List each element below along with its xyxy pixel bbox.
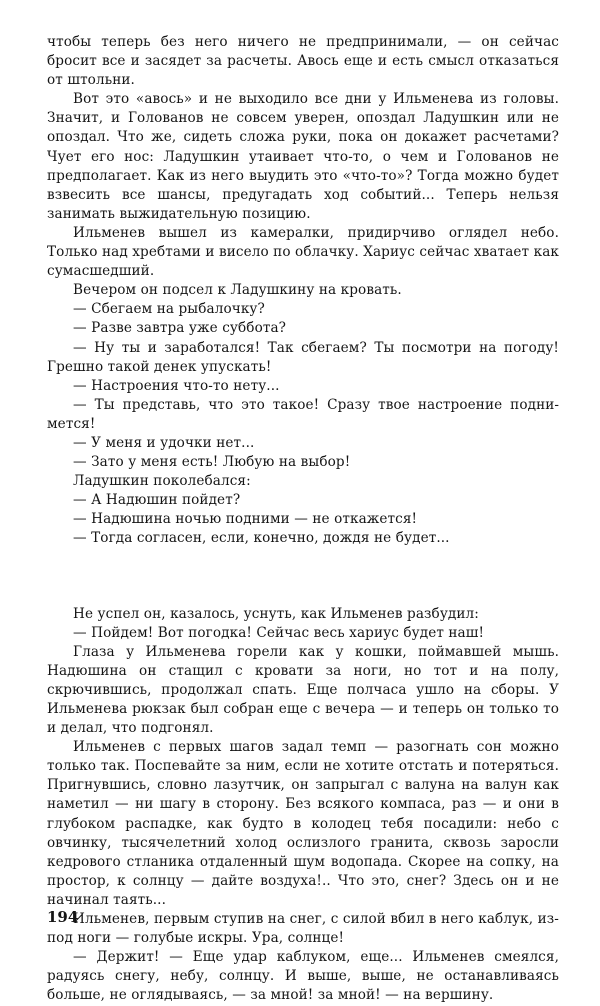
- dialogue-line: — А Надюшин пойдет?: [73, 492, 241, 509]
- text-section-one: [47, 33, 559, 549]
- paragraph: Глаза у Ильменева горели как у кошки, поймавшей мышь. Надюшина он стащил с кровати за ноги, но тот и на полу, скрючившись, продолжал спать. Еще полчаса ушло на сборы. У Ильменева рюкзак был собран еще с вечера — и теперь он только то и делал, что подгонял.: [47, 643, 559, 737]
- dialogue-line: — Ну ты и заработался! Так сбегаем? Ты посмотри на погоду! Грешно такой денек упускать!: [47, 339, 559, 375]
- text-section-two: [47, 605, 559, 1006]
- dialogue-line: — Пойдем! Вот погодка! Сейчас весь хариус будет наш!: [73, 624, 485, 641]
- dialogue-line: — Настроения что-то нету...: [73, 377, 280, 394]
- paragraph: Не успел он, казалось, уснуть, как Ильменев разбудил:: [73, 605, 479, 622]
- paragraph: Вот это «авось» и не выходило все дни у Ильменева из головы. Значит, и Голованов не совсем уверен, опоздал Ладушкин или не опоздал. Что же, сидеть сложа руки, пока он докажет расчетами? Чует его нос: Ладушкин утаивает что-то, о чем и Голованов не предполагает. Как из него выудить это «что-то»? Тогда можно будет взвесить все шансы, предугадать ход событий... Теперь нельзя занимать выжидательную позицию.: [47, 91, 559, 222]
- dialogue-line: — Ты представь, что это такое! Сразу твое настроение поднимется!: [47, 396, 559, 432]
- paragraph: Ильменев вышел из камералки, придирчиво оглядел небо. Только над хребтами и висело по облачку. Хариус сейчас хватает как сумасшедший.: [47, 224, 559, 280]
- dialogue-line: — У меня и удочки нет...: [73, 434, 255, 451]
- paragraph: чтобы теперь без него ничего не предпринимали, — он сейчас бросит все и засядет за расчеты. Авось еще и есть смысл отказаться от штольни.: [47, 34, 559, 89]
- dialogue-line: — Разве завтра уже суббота?: [73, 320, 287, 337]
- paragraph: Ладушкин поколебался:: [73, 473, 251, 490]
- paragraph: Вечером он подсел к Ладушкину на кровать.: [73, 282, 402, 299]
- paragraph: Ильменев, первым ступив на снег, с силой вбил в него каблук, из-под ноги — голубые искры. Ура, солнце!: [47, 911, 559, 947]
- paragraph: — Держит! — Еще удар каблуком, еще... Ильменев смеялся, радуясь снегу, небу, солнцу. И выше, выше, не останавливаясь больше, не оглядываясь, — за мной! за мной! — на вершину.: [47, 949, 559, 1004]
- page-number: 194: [47, 908, 79, 926]
- dialogue-line: — Зато у меня есть! Любую на выбор!: [73, 454, 351, 471]
- section-break: [47, 549, 559, 605]
- paragraph: Ильменев с первых шагов задал темп — разогнать сон можно только так. Поспевайте за ним, если не хотите отстать и потеряться. Пригнувшись, словно лазутчик, он запрыгал с валуна на валун как наметил — ни шагу в сторону. Без всякого компаса, раз — и они в глубоком распадке, как будто в колодец тебя посадили: небо с овчинку, тысячелетний холод ослизлого гранита, сквозь заросли кедрового стланика отдаленный шум водопада. Скорее на сопку, на простор, к солнцу — дайте воздуха!.. Что это, снег? Здесь он и не начинал таять...: [47, 739, 559, 908]
- dialogue-line: — Тогда согласен, если, конечно, дождя не будет...: [73, 530, 450, 547]
- dialogue-line: — Надюшина ночью подними — не откажется!: [73, 511, 418, 528]
- book-page: [47, 33, 559, 1006]
- dialogue-line: — Сбегаем на рыбалочку?: [73, 301, 265, 318]
